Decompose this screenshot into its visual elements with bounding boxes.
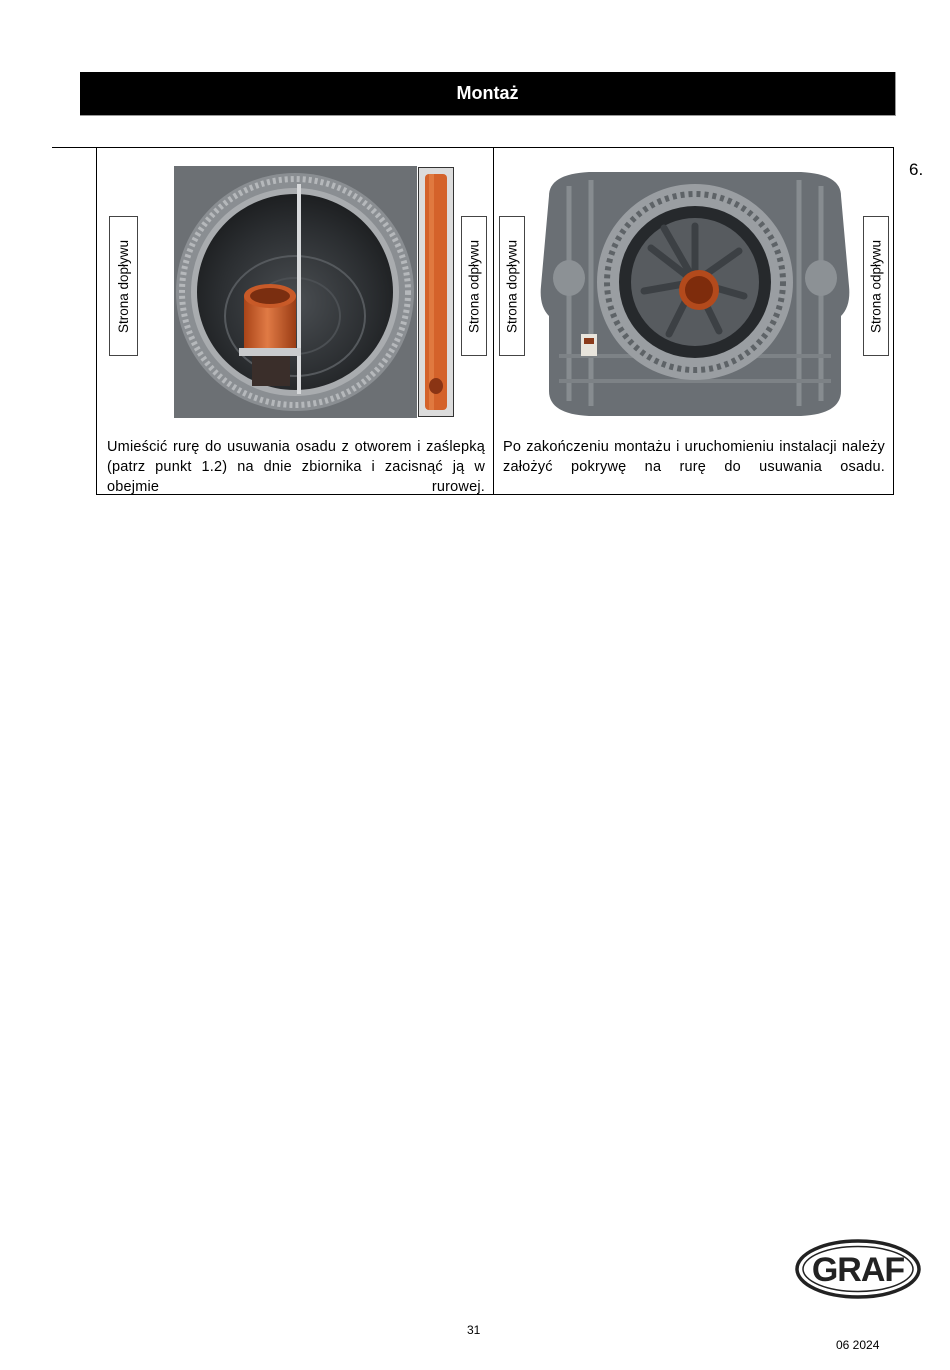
- document-date: 06 2024: [836, 1338, 880, 1352]
- caption-right: Po zakończeniu montażu i uruchomieniu instalacji należy założyć pokrywę na rurę do usuwania osadu.: [503, 439, 885, 475]
- label-inflow-left: Strona dopływu: [109, 216, 138, 356]
- label-inflow-right: Strona dopływu: [499, 216, 525, 356]
- left-rule: [52, 147, 96, 148]
- step-number: 6.: [909, 160, 924, 179]
- tank-interior-photo: [174, 166, 417, 418]
- tank-top-photo: [529, 166, 861, 421]
- instruction-table: [96, 147, 894, 495]
- page-number: 31: [467, 1323, 481, 1337]
- tank-top-icon: [529, 166, 861, 421]
- graf-logo-icon: [794, 1238, 922, 1300]
- svg-text:GRAF: GRAF: [811, 1251, 905, 1289]
- label-outflow-left: Strona odpływu: [461, 216, 487, 356]
- cell-divider: [493, 148, 494, 494]
- label-outflow-right: Strona odpływu: [863, 216, 889, 356]
- graf-logo: [794, 1238, 922, 1300]
- caption-left: Umieścić rurę do usuwania osadu z otworem i zaślepką (patrz punkt 1.2) na dnie zbiornika i zacisnąć ją w obejmie rurowej.: [107, 439, 485, 495]
- section-title: Montaż: [456, 83, 519, 103]
- orange-pipe-icon: [419, 168, 453, 416]
- tank-interior-icon: [174, 166, 417, 418]
- sludge-pipe-photo: [418, 167, 454, 417]
- section-header: [80, 72, 896, 116]
